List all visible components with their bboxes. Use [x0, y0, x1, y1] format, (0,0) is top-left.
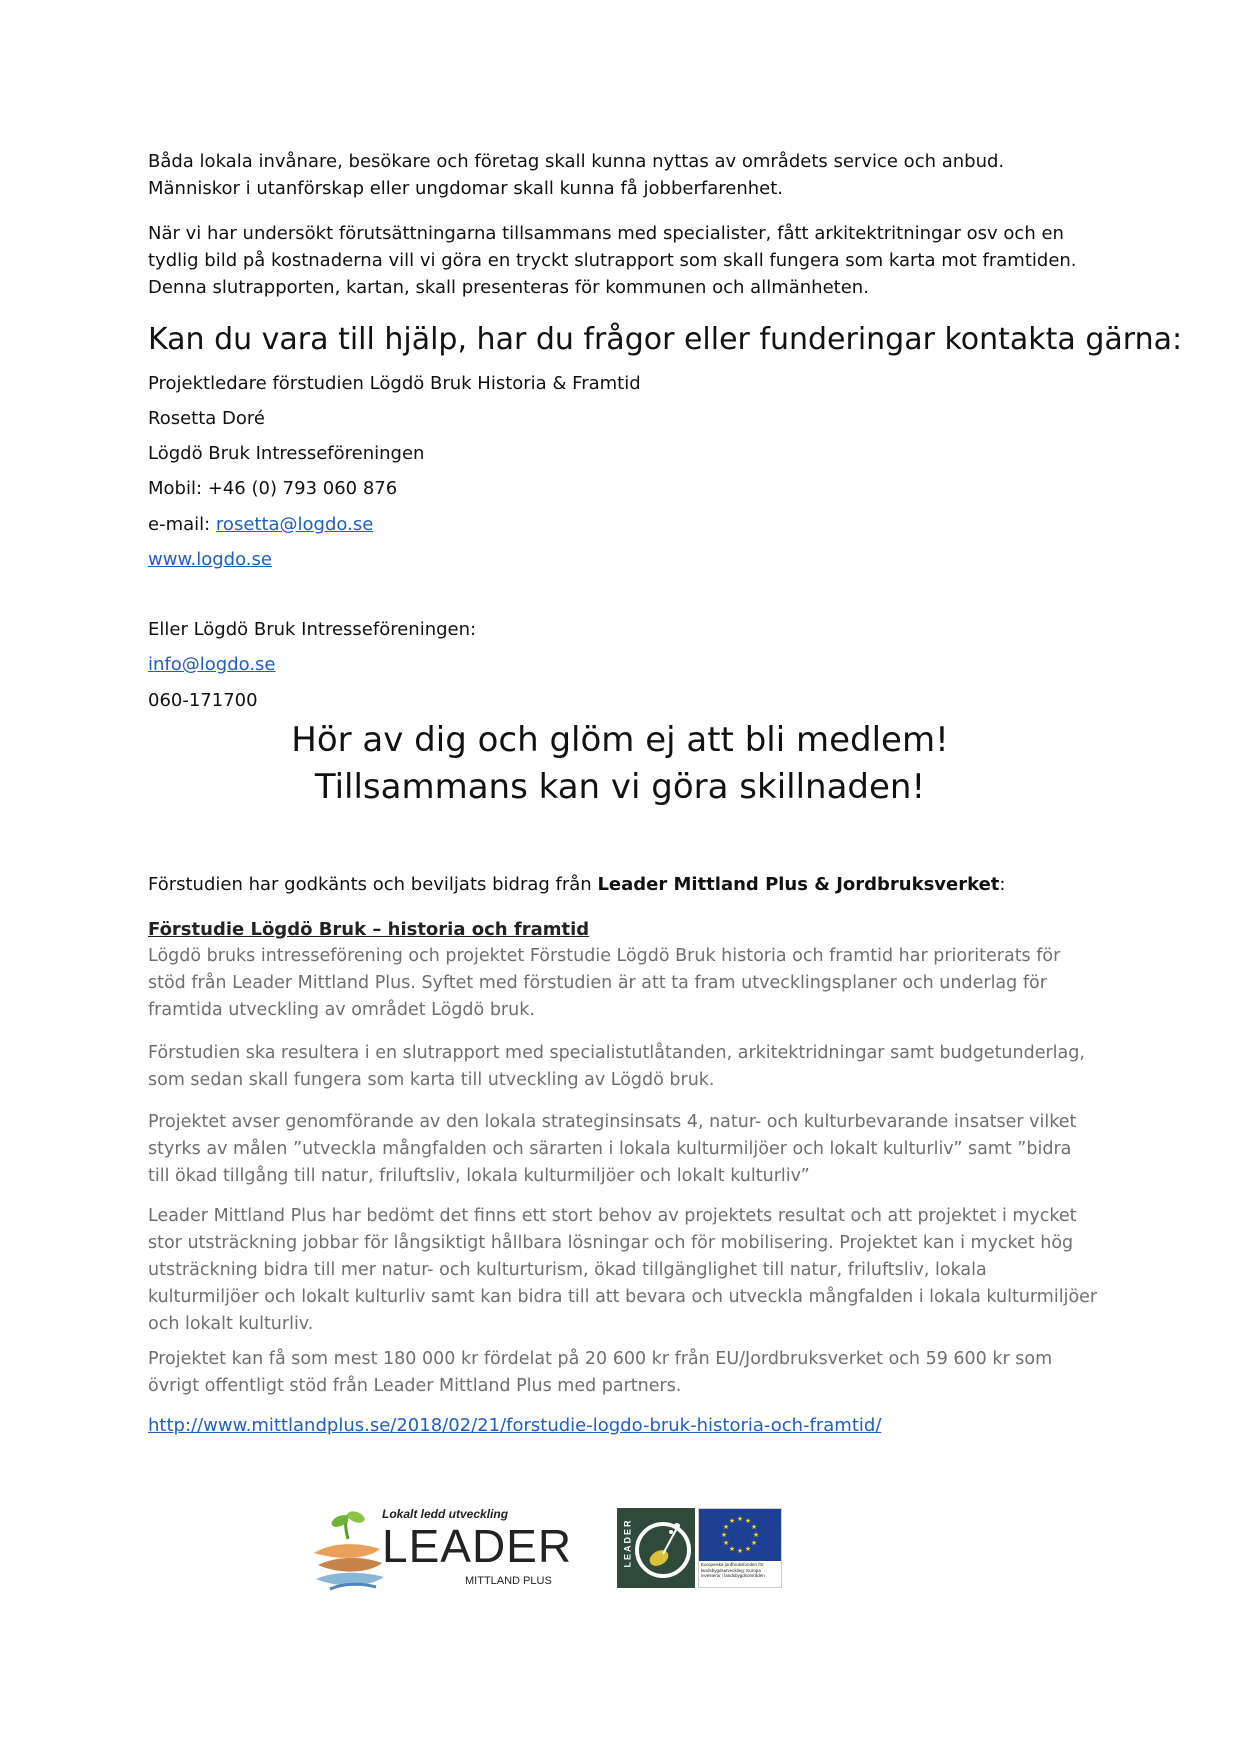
hands-seedling-icon: [310, 1505, 390, 1595]
slogan-line-2: Tillsammans kan vi göra skillnaden!: [314, 767, 926, 807]
funding-paragraph-2: Förstudien ska resultera i en slutrapport med specialistutlåtanden, arkitektridningar samt budgetunderlag, som sedan skall fungera som karta till utveckling av Lögdö bruk.: [148, 1043, 1085, 1090]
leader-eu-logo: [617, 1508, 782, 1588]
funding-link-line: [148, 1414, 881, 1438]
eu-flag-icon: [699, 1509, 781, 1561]
svg-text:★: ★: [744, 1545, 752, 1553]
leader-mittland-plus-logo: [310, 1505, 573, 1595]
svg-text:★: ★: [752, 1531, 760, 1539]
funding-paragraph-1: Lögdö bruks intresseförening och projektet Förstudie Lögdö Bruk historia och framtid har prioriterats för stöd från Leader Mittland Plus. Syftet med förstudien är att ta fram utvecklingsplaner och underlag för framtida utveckling av området Lögdö bruk.: [148, 946, 1061, 1020]
contact-email-link[interactable]: rosetta@logdo.se: [215, 514, 374, 535]
funding-paragraph-4: Leader Mittland Plus har bedömt det finns ett stort behov av projektets resultat och att projektet i mycket stor utsträckning jobbar för långsiktigt hållbara lösningar och för mobilisering. Projektet kan i mycket hög utsträckning bidra till mer natur- och kulturturism, ökad tillgänglighet till natur, friluftsliv, lokala kulturmiljöer och lokalt kulturliv samt kan bidra till att bevara och utveckla mångfalden i lokala kulturmiljöer och lokalt kulturliv.: [148, 1206, 1098, 1334]
svg-text:★: ★: [722, 1539, 730, 1547]
leader-eu-emblem-icon: [633, 1514, 693, 1584]
funding-intro-suffix: :: [999, 874, 1006, 895]
svg-text:★: ★: [736, 1515, 744, 1523]
leader-eu-green-panel: [617, 1508, 695, 1588]
svg-text:★: ★: [728, 1545, 736, 1553]
funding-intro-prefix: Förstudien har godkänts och beviljats bidrag från: [148, 874, 598, 895]
funding-paragraph-5: Projektet kan få som mest 180 000 kr fördelat på 20 600 kr från EU/Jordbruksverket och 59 600 kr som övrigt offentligt stöd från Leader Mittland Plus med partners.: [148, 1349, 1053, 1396]
svg-text:★: ★: [720, 1531, 728, 1539]
leader-tagline: Lokalt ledd utveckling: [382, 1507, 509, 1521]
svg-text:★: ★: [744, 1517, 752, 1525]
leader-eu-flag-panel: [698, 1508, 782, 1588]
contact-email-line: [148, 513, 373, 537]
alt-contact-phone: 060-171700: [148, 690, 258, 711]
contact-website-link[interactable]: www.logdo.se: [148, 549, 272, 570]
alt-contact-label: Eller Lögdö Bruk Intresseföreningen:: [148, 619, 477, 640]
alt-contact-email-link[interactable]: info@logdo.se: [148, 654, 276, 675]
svg-text:★: ★: [728, 1517, 736, 1525]
funding-title: Förstudie Lögdö Bruk – historia och framtid: [148, 919, 590, 940]
funding-paragraph-3: Projektet avser genomförande av den lokala strateginsinsats 4, natur- och kulturbevarande insatser vilket styrks av målen ”utveckla mångfalden och särarten i lokala kulturmiljöer och lokalt kulturliv” samt ”bidra till ökad tillgång till natur, friluftsliv, lokala kulturmiljöer och lokalt kulturliv”: [148, 1112, 1077, 1186]
intro-paragraph-2: När vi har undersökt förutsättningarna tillsammans med specialister, fått arkitektritningar osv och en tydlig bild på kostnaderna vill vi göra en tryckt slutrapport som skall fungera som karta mot framtiden. Denna slutrapporten, kartan, skall presenteras för kommunen och allmänheten.: [148, 223, 1077, 298]
svg-text:★: ★: [736, 1547, 744, 1555]
intro-paragraph-1: Båda lokala invånare, besökare och företag skall kunna nyttas av områdets service och anbud. Människor i utanförskap eller ungdomar skall kunna få jobberfarenhet.: [148, 151, 1005, 199]
contact-name: Rosetta Doré: [148, 408, 265, 429]
funding-source-link[interactable]: http://www.mittlandplus.se/2018/02/21/forstudie-logdo-bruk-historia-och-framtid/: [148, 1415, 882, 1436]
alt-contact-email-line: [148, 653, 276, 677]
contact-mobile: Mobil: +46 (0) 793 060 876: [148, 478, 398, 499]
leader-eu-vertical-label: LEADER: [622, 1518, 633, 1568]
contact-role: Projektledare förstudien Lögdö Bruk Historia & Framtid: [148, 373, 641, 394]
contact-email-label: e-mail:: [148, 514, 216, 535]
leader-subtitle: MITTLAND PLUS: [465, 1575, 552, 1587]
svg-text:★: ★: [750, 1539, 758, 1547]
svg-text:★: ★: [750, 1523, 758, 1531]
slogan-line-1: Hör av dig och glöm ej att bli medlem!: [291, 720, 949, 760]
leader-wordmark: LEADER: [382, 1520, 573, 1572]
funding-intro: [148, 873, 1005, 897]
svg-text:★: ★: [722, 1523, 730, 1531]
eu-fund-caption: Europeiska jordbruksfonden för landsbygdsutveckling: Europa investerar i landsbygdsområden: [701, 1562, 765, 1578]
contact-organisation: Lögdö Bruk Intresseföreningen: [148, 443, 425, 464]
contact-website-line: [148, 548, 272, 572]
funding-intro-funder: Leader Mittland Plus & Jordbruksverket: [597, 874, 1000, 895]
contact-heading: Kan du vara till hjälp, har du frågor eller funderingar kontakta gärna:: [148, 322, 1183, 357]
